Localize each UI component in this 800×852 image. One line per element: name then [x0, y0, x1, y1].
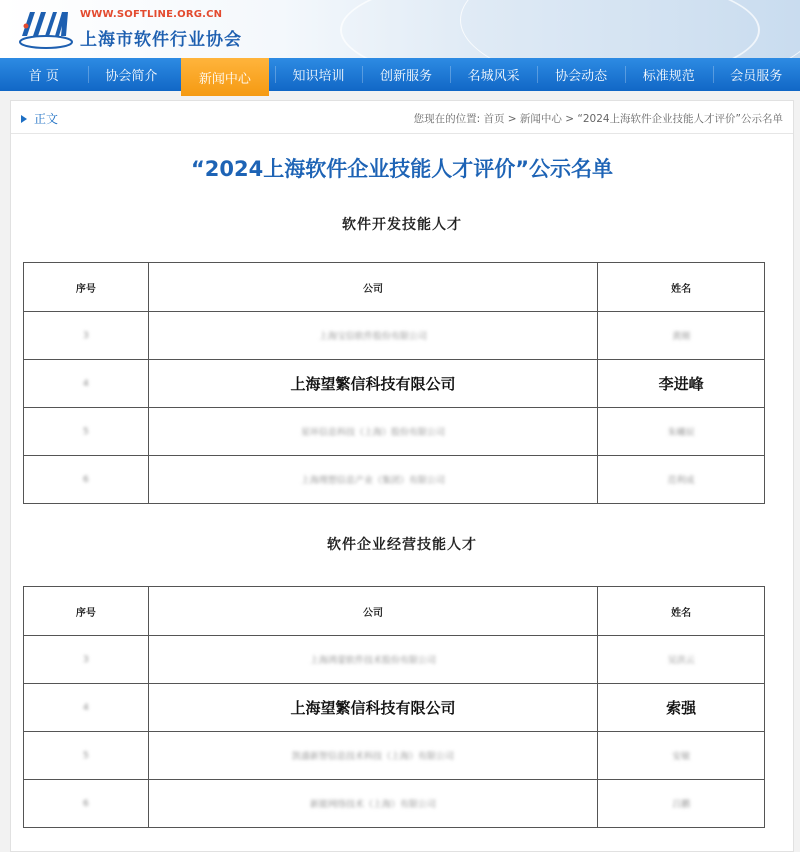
content-tag [21, 110, 58, 127]
main-nav [0, 58, 800, 91]
column-header: 姓名 [598, 587, 765, 636]
row-number: 5 [24, 408, 149, 456]
column-header: 序号 [24, 263, 149, 312]
section-title: 软件开发技能人才 [342, 217, 462, 233]
site-url[interactable]: WWW.SOFTLINE.ORG.CN [80, 9, 223, 20]
person-name: 索强 [598, 684, 765, 732]
person-name: 吴洪云 [598, 636, 765, 684]
ssia-logo-icon[interactable] [16, 6, 74, 50]
table-row [24, 732, 765, 780]
company-name: 上海宝信软件股份有限公司 [148, 312, 597, 360]
nav-item[interactable]: 协会简介 [88, 58, 176, 91]
site-header [0, 0, 800, 58]
table-row [24, 408, 765, 456]
breadcrumb-bar [11, 101, 793, 134]
nav-item[interactable]: 会员服务 [713, 58, 800, 91]
table-row [24, 684, 765, 732]
table-header-row [24, 263, 765, 312]
company-name: 上海望繁信科技有限公司 [148, 684, 597, 732]
nav-item[interactable]: 知识培训 [275, 58, 363, 91]
header-decoration [460, 0, 800, 58]
table-row [24, 456, 765, 504]
column-header: 序号 [24, 587, 149, 636]
nav-item[interactable]: 名城风采 [450, 58, 538, 91]
column-header: 公司 [148, 587, 597, 636]
company-name: 上海望繁信科技有限公司 [148, 360, 597, 408]
row-number: 3 [24, 312, 149, 360]
table-row [24, 360, 765, 408]
breadcrumb[interactable]: 您现在的位置: 首页 > 新闻中心 > “2024上海软件企业技能人才评价”公示名单 [413, 113, 783, 125]
nav-item[interactable]: 首 页 [28, 69, 59, 84]
row-number: 5 [24, 732, 149, 780]
section-title: 软件企业经营技能人才 [327, 537, 477, 553]
row-number: 3 [24, 636, 149, 684]
company-name: 凯盛新智信息技术科技（上海）有限公司 [148, 732, 597, 780]
row-number: 6 [24, 780, 149, 828]
person-name: 黄刚 [598, 312, 765, 360]
person-name: 吕鹏 [598, 780, 765, 828]
row-number: 6 [24, 456, 149, 504]
triangle-icon [21, 115, 27, 123]
table-row [24, 636, 765, 684]
table-header-row [24, 587, 765, 636]
column-header: 公司 [148, 263, 597, 312]
page-title: “2024上海软件企业技能人才评价”公示名单 [190, 157, 614, 181]
content-tag-label: 正文 [34, 112, 59, 126]
result-table [23, 586, 765, 828]
table-row [24, 312, 765, 360]
row-number: 4 [24, 360, 149, 408]
nav-item[interactable]: 新闻中心 [181, 58, 269, 96]
company-name: 新能网络技术（上海）有限公司 [148, 780, 597, 828]
site-name[interactable]: 上海市软件行业协会 [80, 30, 242, 50]
row-number: 4 [24, 684, 149, 732]
article-panel [10, 100, 794, 852]
nav-item[interactable]: 创新服务 [362, 58, 450, 91]
result-table [23, 262, 765, 504]
person-name: 李进峰 [598, 360, 765, 408]
company-name: 星环信息科技（上海）股份有限公司 [148, 408, 597, 456]
column-header: 姓名 [598, 263, 765, 312]
company-name: 上海鸿蒙软件技术股份有限公司 [148, 636, 597, 684]
person-name: 范利成 [598, 456, 765, 504]
nav-item[interactable]: 协会动态 [537, 58, 625, 91]
company-name: 上海理想信息产业（集团）有限公司 [148, 456, 597, 504]
table-row [24, 780, 765, 828]
nav-item[interactable]: 标准规范 [625, 58, 713, 91]
person-name: 朱曦辰 [598, 408, 765, 456]
person-name: 安敏 [598, 732, 765, 780]
